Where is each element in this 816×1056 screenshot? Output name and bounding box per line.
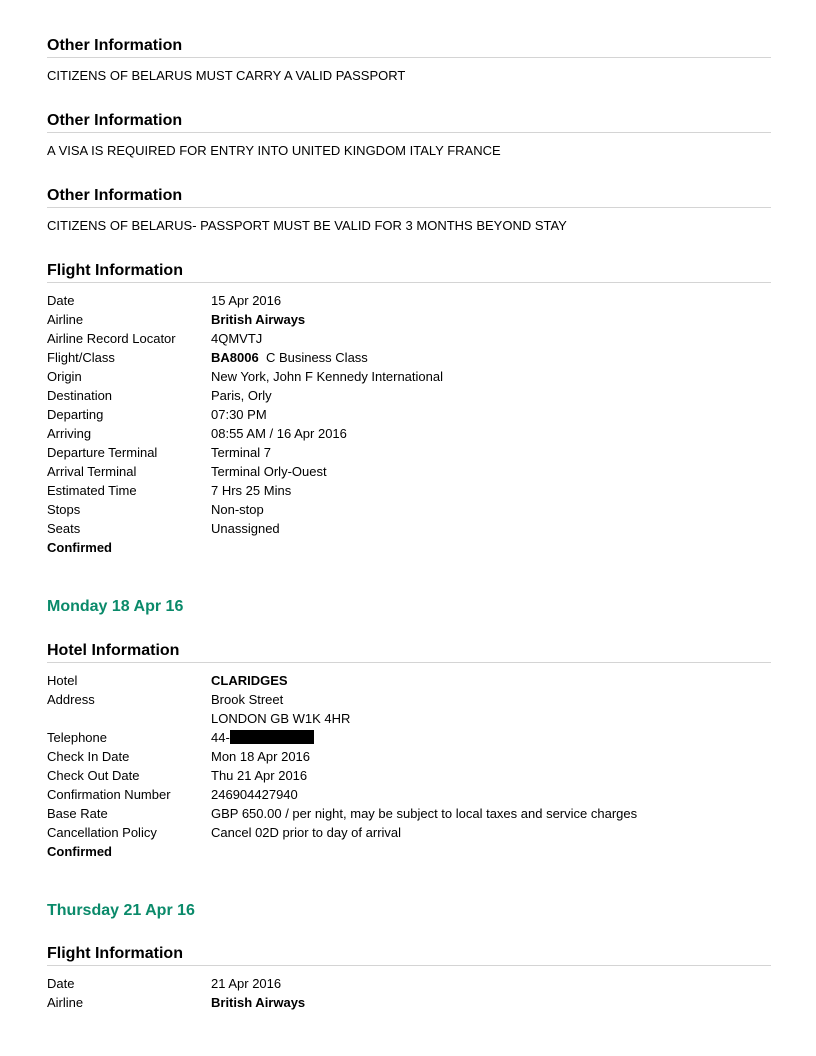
locator-value: 4QMVTJ — [211, 331, 263, 346]
address-spacer — [47, 709, 211, 728]
detail-row — [47, 993, 771, 1012]
section-title: Hotel Information — [47, 641, 771, 663]
other-info-section — [47, 111, 771, 186]
departing-label: Departing — [47, 407, 104, 422]
cabin-class: C Business Class — [265, 350, 368, 365]
detail-row — [47, 728, 771, 747]
arrival-terminal-label: Arrival Terminal — [47, 464, 137, 479]
detail-row — [47, 690, 771, 709]
flight-class-value — [211, 348, 771, 367]
telephone-label: Telephone — [47, 730, 107, 745]
arriving-label: Arriving — [47, 426, 92, 441]
other-info-text: CITIZENS OF BELARUS- PASSPORT MUST BE VALID FOR 3 MONTHS BEYOND STAY — [47, 218, 567, 233]
detail-row — [47, 785, 771, 804]
origin-label: Origin — [47, 369, 82, 384]
flight-details — [47, 974, 771, 1012]
redaction-block — [230, 730, 314, 744]
estimated-time-label: Estimated Time — [47, 483, 137, 498]
day-heading: Monday 18 Apr 16 — [47, 598, 184, 615]
detail-row — [47, 481, 771, 500]
airline-value: British Airways — [211, 312, 306, 327]
detail-row — [47, 747, 771, 766]
detail-row — [47, 766, 771, 785]
destination-label: Destination — [47, 388, 113, 403]
stops-value: Non-stop — [211, 502, 264, 517]
checkout-label: Check Out Date — [47, 768, 140, 783]
checkout-value: Thu 21 Apr 2016 — [211, 768, 308, 783]
detail-row — [47, 519, 771, 538]
other-info-text: A VISA IS REQUIRED FOR ENTRY INTO UNITED KINGDOM ITALY FRANCE — [47, 143, 501, 158]
section-title: Flight Information — [47, 261, 771, 283]
date-label: Date — [47, 976, 75, 991]
detail-row — [47, 709, 771, 728]
hotel-info-section — [47, 641, 771, 861]
date-value: 15 Apr 2016 — [211, 293, 282, 308]
detail-row — [47, 974, 771, 993]
departing-value: 07:30 PM — [211, 407, 267, 422]
section-title: Other Information — [47, 36, 771, 58]
itinerary-page — [47, 36, 771, 1012]
flight-info-section — [47, 261, 771, 557]
seats-value: Unassigned — [211, 521, 280, 536]
base-rate-label: Base Rate — [47, 806, 108, 821]
flight-number: BA8006 — [211, 350, 259, 365]
cancellation-label: Cancellation Policy — [47, 825, 157, 840]
section-title: Other Information — [47, 111, 771, 133]
confirmation-label: Confirmation Number — [47, 787, 171, 802]
airline-value: British Airways — [211, 995, 306, 1010]
arrival-terminal-value: Terminal Orly-Ouest — [211, 464, 327, 479]
hotel-label: Hotel — [47, 673, 78, 688]
detail-row — [47, 443, 771, 462]
airline-label: Airline — [47, 312, 84, 327]
detail-row — [47, 310, 771, 329]
flight-class-label: Flight/Class — [47, 350, 115, 365]
detail-row — [47, 405, 771, 424]
detail-row — [47, 367, 771, 386]
detail-row — [47, 500, 771, 519]
cancellation-value: Cancel 02D prior to day of arrival — [211, 825, 402, 840]
booking-status: Confirmed — [47, 540, 112, 555]
origin-value: New York, John F Kennedy International — [211, 369, 443, 384]
flight-details — [47, 291, 771, 557]
locator-label: Airline Record Locator — [47, 331, 176, 346]
departure-terminal-value: Terminal 7 — [211, 445, 271, 460]
confirmation-value: 246904427940 — [211, 787, 298, 802]
detail-row — [47, 386, 771, 405]
other-info-section — [47, 186, 771, 261]
address-line1: Brook Street — [211, 692, 284, 707]
hotel-value: CLARIDGES — [211, 673, 288, 688]
telephone-prefix: 44- — [211, 730, 230, 745]
hotel-details — [47, 671, 771, 861]
detail-row — [47, 329, 771, 348]
address-line2: LONDON GB W1K 4HR — [211, 711, 351, 726]
detail-row — [47, 671, 771, 690]
airline-label: Airline — [47, 995, 84, 1010]
other-info-section — [47, 36, 771, 111]
checkin-value: Mon 18 Apr 2016 — [211, 749, 311, 764]
checkin-label: Check In Date — [47, 749, 130, 764]
base-rate-value: GBP 650.00 / per night, may be subject to local taxes and service charges — [211, 806, 638, 821]
address-label: Address — [47, 692, 95, 707]
section-title: Other Information — [47, 186, 771, 208]
detail-row — [47, 424, 771, 443]
other-info-text: CITIZENS OF BELARUS MUST CARRY A VALID PASSPORT — [47, 68, 406, 83]
stops-label: Stops — [47, 502, 81, 517]
detail-row — [47, 804, 771, 823]
detail-row — [47, 291, 771, 310]
booking-status: Confirmed — [47, 844, 112, 859]
estimated-time-value: 7 Hrs 25 Mins — [211, 483, 292, 498]
date-value: 21 Apr 2016 — [211, 976, 282, 991]
telephone-value — [211, 728, 771, 747]
detail-row — [47, 823, 771, 842]
date-label: Date — [47, 293, 75, 308]
day-heading: Thursday 21 Apr 16 — [47, 902, 195, 919]
destination-value: Paris, Orly — [211, 388, 272, 403]
section-title: Flight Information — [47, 944, 771, 966]
detail-row — [47, 348, 771, 367]
departure-terminal-label: Departure Terminal — [47, 445, 158, 460]
flight-info-section — [47, 944, 771, 1012]
detail-row — [47, 462, 771, 481]
arriving-value: 08:55 AM / 16 Apr 2016 — [211, 426, 347, 441]
seats-label: Seats — [47, 521, 81, 536]
